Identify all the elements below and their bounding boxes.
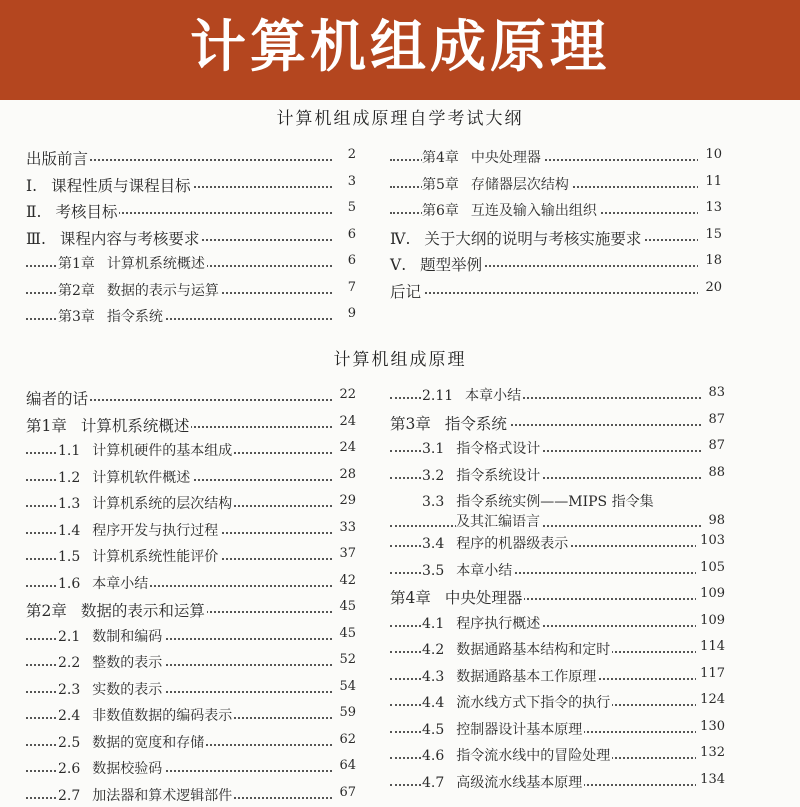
toc-entry-page: 130 [696,719,725,734]
toc-entry-label: 加法器和算术逻辑部件 [92,788,232,804]
toc-entry-number: 第3章 [390,412,431,434]
toc-entry [390,249,722,276]
toc-entry-heading [422,772,584,792]
toc-entry-heading [26,227,201,249]
toc-entry-label: 数据通路基本工作原理 [456,669,596,685]
toc-entry-number: 第1章 [58,253,95,273]
toc-entry-label: 计算机系统性能评价 [92,549,218,565]
toc-entry-heading [26,147,90,169]
toc-entry-number: 4.1 [422,616,444,632]
toc-entry [26,542,356,569]
toc-entry-number: 4.7 [422,775,444,791]
toc-entry-heading [422,147,543,167]
toc-entry-page: 52 [332,652,356,667]
toc-entry-page: 88 [701,465,725,480]
toc-entry-number: Ⅳ. [390,230,410,248]
toc-entry-number: 4.4 [422,695,444,711]
toc-entry-page: 62 [332,732,356,747]
toc-entry-page: 28 [332,467,356,482]
toc-entry-label: 流水线方式下指令的执行 [456,695,610,711]
toc-entry-page: 83 [701,385,725,400]
toc-entry-number: 第1章 [26,414,67,436]
syllabus-toc-left [26,143,356,329]
toc-entry-label: 互连及输入输出组织 [471,203,597,219]
toc-entry-label: 指令流水线中的冒险处理 [456,748,610,764]
toc-entry-label: 指令系统实例——MIPS 指令集 [456,494,653,510]
toc-entry-label: 课程性质与课程目标 [51,177,191,195]
toc-entry-heading [58,253,207,273]
toc-entry-number: 第6章 [422,200,459,220]
toc-entry-page: 132 [696,745,725,760]
toc-entry-heading [422,533,570,553]
toc-entry-page: 98 [701,513,725,528]
toc-entry-heading [58,280,221,300]
toc-entry [26,196,356,223]
toc-entry-label: 指令系统 [107,309,163,325]
toc-entry-heading [58,493,234,513]
toc-entry-heading [58,440,234,460]
toc-entry [26,383,356,410]
toc-entry [26,463,356,490]
toc-entry-heading [390,412,509,434]
toc-entry-heading [58,520,220,540]
toc-entry [390,635,725,662]
toc-entry-heading [422,174,571,194]
toc-entry-number: 1.6 [58,576,80,592]
toc-entry [390,662,725,689]
toc-entry-page: 105 [696,560,725,575]
toc-entry-number: 2.7 [58,788,80,804]
toc-entry-number: 1.4 [58,523,80,539]
toc-entry [390,170,722,197]
toc-entry-number: 4.3 [422,669,444,685]
toc-entry-label: 程序的机器级表示 [456,536,568,552]
toc-entry-page: 18 [698,253,722,268]
toc-entry-label: 指令系统 [445,415,507,433]
toc-entry-heading [422,692,612,712]
toc-entry-label: 非数值数据的编码表示 [92,708,232,724]
toc-entry-number: Ⅴ. [390,256,406,274]
toc-entry [26,170,356,197]
toc-entry-heading [58,652,164,672]
toc-entry-label: 后记 [390,283,421,301]
toc-entry-page: 10 [698,147,722,162]
toc-entry-heading [58,467,192,487]
toc-entry-page: 24 [332,440,356,455]
toc-entry-label: 实数的表示 [92,682,162,698]
toc-entry-number: 4.6 [422,748,444,764]
toc-entry-label: 数据通路基本结构和定时 [456,642,610,658]
textbook-toc-left [26,383,356,807]
toc-entry-label: 中央处理器 [445,589,523,607]
toc-entry-page: 109 [696,613,725,628]
toc-entry-page: 124 [696,692,725,707]
toc-entry-page: 5 [332,200,356,215]
toc-entry-heading [26,414,191,436]
toc-entry-page: 87 [701,412,725,427]
toc-entry-label: 课程内容与考核要求 [60,230,200,248]
toc-entry-heading [58,306,165,326]
toc-entry [390,461,725,488]
toc-entry-page: 2 [332,147,356,162]
toc-entry-number: 4.2 [422,642,444,658]
toc-entry-number: 3.2 [422,468,444,484]
toc-entry-heading [422,438,542,458]
textbook-toc-right [390,381,725,794]
toc-entry-number: 第3章 [58,306,95,326]
toc-entry-page: 3 [332,174,356,189]
banner-title: 计算机组成原理 [0,0,800,100]
toc-entry-number: 2.4 [58,708,80,724]
toc-entry-number: 2.1 [58,629,80,645]
toc-entry [26,489,356,516]
toc-entry-label: 数据的表示和运算 [81,602,205,620]
toc-entry-page: 134 [696,772,725,787]
toc-entry [26,595,356,622]
toc-entry-label: 中央处理器 [471,150,541,166]
syllabus-title: 计算机组成原理自学考试大纲 [0,104,800,129]
toc-entry-heading [58,705,234,725]
toc-entry-number: 1.5 [58,549,80,565]
toc-entry [390,408,725,435]
toc-entry [26,701,356,728]
toc-entry [26,675,356,702]
toc-entry-number: 4.5 [422,722,444,738]
toc-entry-number: 第2章 [26,599,67,621]
toc-entry-heading [390,586,524,608]
toc-entry [390,715,725,742]
toc-entry-number: 1.2 [58,470,80,486]
toc-entry-label: 计算机硬件的基本组成 [92,443,232,459]
toc-entry-number: 3.5 [422,563,444,579]
toc-entry-heading [422,639,612,659]
toc-entry-number: 3.3 [422,494,444,510]
toc-entry-number: 2.3 [58,682,80,698]
toc-entry-page: 9 [332,306,356,321]
toc-entry [26,781,356,807]
toc-entry-page: 13 [698,200,722,215]
toc-entry [26,302,356,329]
toc-entry-heading [422,560,514,580]
dot-leader [390,292,722,294]
toc-entry-heading [58,679,164,699]
toc-entry-page: 103 [696,533,725,548]
toc-entry-page: 22 [332,387,356,402]
toc-entry-page: 59 [332,705,356,720]
toc-entry-heading [58,626,164,646]
toc-entry-label: 计算机系统的层次结构 [92,496,232,512]
toc-entry-number: 2.11 [422,388,453,404]
toc-entry-label: 数制和编码 [92,629,162,645]
toc-entry-label: 计算机系统概述 [107,256,205,272]
toc-entry-heading [422,385,523,405]
toc-entry [390,529,725,556]
toc-entry-label: 出版前言 [26,150,88,168]
toc-entry [390,609,725,636]
toc-entry [26,648,356,675]
toc-entry [26,276,356,303]
toc-entry-heading [422,613,542,633]
toc-entry-page: 7 [332,280,356,295]
toc-entry-label: 程序执行概述 [456,616,540,632]
toc-entry-page: 54 [332,679,356,694]
toc-entry-number: 2.6 [58,761,80,777]
toc-entry-number: 1.3 [58,496,80,512]
toc-entry-number: 第4章 [390,586,431,608]
toc-entry-number: Ⅲ. [26,230,46,248]
toc-entry-number: 3.4 [422,536,444,552]
toc-entry-heading [422,491,656,511]
toc-entry-heading [58,785,234,805]
syllabus-toc-right [390,143,722,302]
toc-entry [390,196,722,223]
toc-entry [390,276,722,303]
toc-entry-heading [58,732,206,752]
toc-entry-label: 指令系统设计 [456,468,540,484]
toc-entry-page: 6 [332,227,356,242]
toc-entry-page: 29 [332,493,356,508]
toc-entry [390,582,725,609]
toc-entry-label: 程序开发与执行过程 [92,523,218,539]
toc-entry-label: 本章小结 [92,576,148,592]
toc-entry-heading [422,465,542,485]
toc-entry-page: 20 [698,280,722,295]
toc-entry-page: 67 [332,785,356,800]
toc-entry-label: 题型举例 [420,256,482,274]
toc-entry-number: 2.2 [58,655,80,671]
toc-entry-heading [422,745,612,765]
toc-entry [390,556,725,583]
toc-entry-heading [390,227,643,249]
toc-entry-label: 本章小结 [465,388,521,404]
toc-entry [26,436,356,463]
toc-entry [390,768,725,795]
toc-entry-label: 计算机软件概述 [92,470,190,486]
dot-leader [390,525,725,527]
toc-entry-page: 64 [332,758,356,773]
toc-entry-number: 1.1 [58,443,80,459]
toc-entry-page: 15 [698,227,722,242]
toc-entry-label: 数据校验码 [92,761,162,777]
toc-entry-page: 42 [332,573,356,588]
toc-entry-number: 2.5 [58,735,80,751]
toc-entry [390,487,725,529]
toc-entry-page: 6 [332,253,356,268]
toc-entry-heading [26,387,90,409]
toc-entry-label: 数据的表示与运算 [107,283,219,299]
toc-entry [26,143,356,170]
toc-entry-page: 109 [696,586,725,601]
toc-entry-page: 45 [332,626,356,641]
toc-entry-label: 考核目标 [55,203,117,221]
toc-entry-page: 33 [332,520,356,535]
toc-entry-label: 存储器层次结构 [471,177,569,193]
toc-entry-label: 本章小结 [456,563,512,579]
toc-entry-heading [26,200,119,222]
toc-entry [390,688,725,715]
toc-entry [26,754,356,781]
toc-entry-heading [26,599,207,621]
toc-entry [390,381,725,408]
toc-entry-number: Ⅱ. [26,203,41,221]
toc-entry-page: 117 [696,666,725,681]
toc-entry-heading [58,573,150,593]
toc-entry-heading [26,174,193,196]
toc-entry-heading [58,758,164,778]
toc-entry-heading [422,200,599,220]
toc-entry [390,143,722,170]
toc-entry-label: 编者的话 [26,390,88,408]
toc-entry-heading [58,546,220,566]
toc-entry-number: 3.1 [422,441,444,457]
toc-entry [390,741,725,768]
toc-entry-label: 指令格式设计 [456,441,540,457]
toc-entry-heading [422,719,584,739]
toc-entry [26,569,356,596]
toc-entry [26,410,356,437]
toc-entry [26,516,356,543]
toc-entry-number: 第2章 [58,280,95,300]
toc-entry-label: 计算机系统概述 [81,417,190,435]
toc-entry [390,434,725,461]
toc-entry-page: 37 [332,546,356,561]
toc-entry-page: 24 [332,414,356,429]
toc-entry-heading [390,253,484,275]
toc-entry-page: 87 [701,438,725,453]
toc-entry [26,622,356,649]
toc-entry-label: 高级流水线基本原理 [456,775,582,791]
toc-entry-heading [390,280,423,302]
toc-entry-page: 114 [696,639,725,654]
toc-entry [26,249,356,276]
toc-entry-label-continued: 及其汇编语言 [456,511,542,531]
toc-entry-heading [422,666,598,686]
textbook-title: 计算机组成原理 [0,345,800,370]
toc-entry-number: Ⅰ. [26,177,37,195]
toc-entry [26,728,356,755]
toc-entry-label: 整数的表示 [92,655,162,671]
toc-entry-number: 第4章 [422,147,459,167]
toc-entry [26,223,356,250]
toc-entry-number: 第5章 [422,174,459,194]
toc-entry-page: 45 [332,599,356,614]
toc-entry-label: 关于大纲的说明与考核实施要求 [424,230,641,248]
toc-entry [390,223,722,250]
toc-entry-label: 控制器设计基本原理 [456,722,582,738]
toc-entry-page: 11 [698,174,722,189]
toc-entry-label: 数据的宽度和存储 [92,735,204,751]
